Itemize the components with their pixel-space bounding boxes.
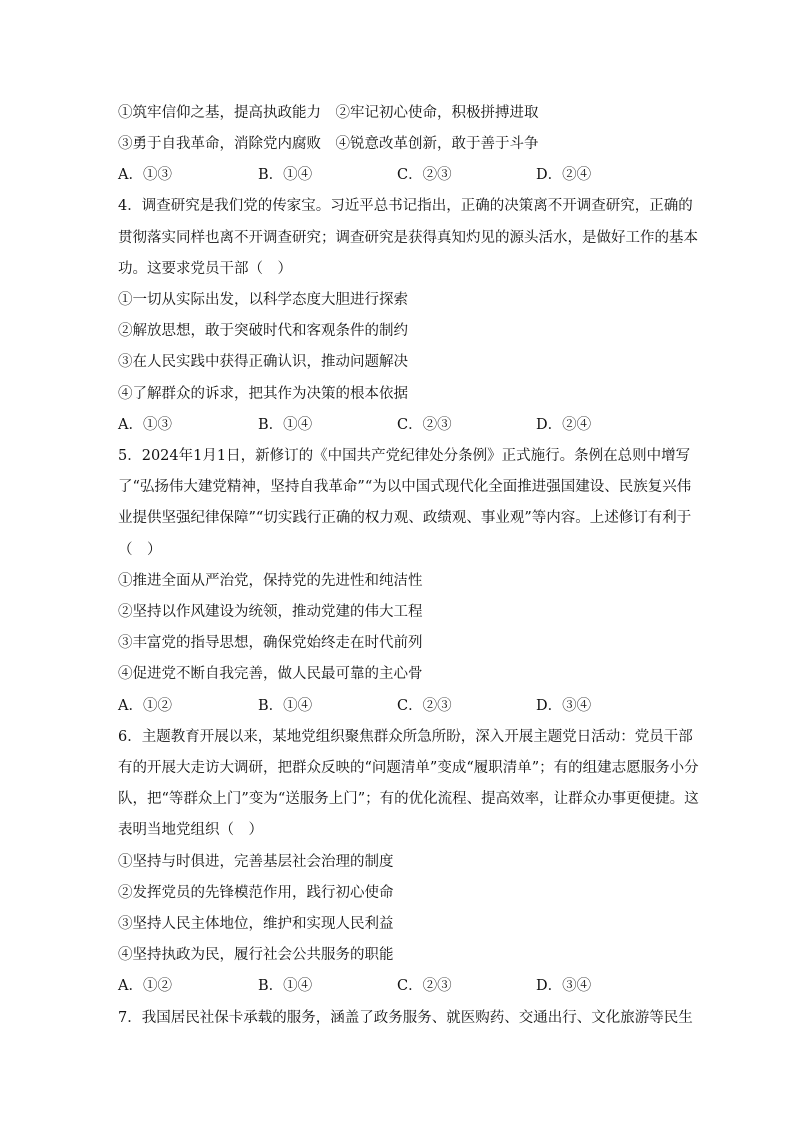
q4-choice-a: A．①③ <box>118 417 172 433</box>
q4-option-4: ④了解群众的诉求，把其作为决策的根本依据 <box>118 386 408 402</box>
q6-option-2: ②发挥党员的先锋模范作用，践行初心使命 <box>118 885 394 901</box>
q3-choice-a: A．①③ <box>118 167 172 183</box>
q5-stem-line-4: （ ） <box>118 542 162 558</box>
q5-option-2: ②坚持以作风建设为统领，推动党建的伟大工程 <box>118 604 423 620</box>
q5-stem-line-1: 5．2024年1月1日，新修订的《中国共产党纪律处分条例》正式施行。条例在总则中增写 <box>118 448 691 464</box>
q6-stem-line-2: 有的开展大走访大调研，把群众反映的“问题清单”变成“履职清单”；有的组建志愿服务小分 <box>118 760 699 776</box>
q5-stem-line-2: 了“弘扬伟大建党精神，坚持自我革命”“为以中国式现代化全面推进强国建设、民族复兴伟 <box>118 479 692 495</box>
q4-choice-d: D．②④ <box>536 417 592 433</box>
q6-stem-line-4: 表明当地党组织（ ） <box>118 822 263 838</box>
q4-option-2: ②解放思想，敢于突破时代和客观条件的制约 <box>118 323 408 339</box>
q5-choice-d: D．③④ <box>536 698 592 714</box>
q4-stem-line-3: 功。这要求党员干部（ ） <box>118 261 292 277</box>
q4-choice-c: C．②③ <box>397 417 452 433</box>
q5-choice-a: A．①② <box>118 698 172 714</box>
q3-choice-d: D．②④ <box>536 167 592 183</box>
q6-choice-b: B．①④ <box>258 978 313 994</box>
q4-choices <box>118 415 678 435</box>
q5-option-3: ③丰富党的指导思想，确保党始终走在时代前列 <box>118 635 423 651</box>
q7-stem-line-1: 7．我国居民社保卡承载的服务，涵盖了政务服务、就医购药、交通出行、文化旅游等民生 <box>118 1010 693 1026</box>
q3-choice-c: C．②③ <box>397 167 452 183</box>
q6-choice-a: A．①② <box>118 978 172 994</box>
q3-choice-b: B．①④ <box>258 167 313 183</box>
q6-choice-d: D．③④ <box>536 978 592 994</box>
q4-choice-b: B．①④ <box>258 417 313 433</box>
q4-option-1: ①一切从实际出发，以科学态度大胆进行探索 <box>118 292 408 308</box>
q5-choice-b: B．①④ <box>258 698 313 714</box>
q6-stem-line-1: 6．主题教育开展以来，某地党组织聚焦群众所急所盼，深入开展主题党日活动：党员干部 <box>118 729 693 745</box>
q5-choices <box>118 696 678 716</box>
q6-choices <box>118 976 678 996</box>
q5-stem-line-3: 业提供坚强纪律保障”“切实践行正确的权力观、政绩观、事业观”等内容。上述修订有利于 <box>118 510 692 526</box>
q4-option-3: ③在人民实践中获得正确认识，推动问题解决 <box>118 354 408 370</box>
q4-stem-line-2: 贯彻落实同样也离不开调查研究；调查研究是获得真知灼见的源头活水，是做好工作的基本 <box>118 230 698 246</box>
q4-stem-line-1: 4．调查研究是我们党的传家宝。习近平总书记指出，正确的决策离不开调查研究，正确的 <box>118 198 693 214</box>
q5-option-4: ④促进党不断自我完善，做人民最可靠的主心骨 <box>118 666 423 682</box>
q6-option-3: ③坚持人民主体地位，维护和实现人民利益 <box>118 916 394 932</box>
q3-options-row-2: ③勇于自我革命，消除党内腐败 ④锐意改革创新，敢于善于斗争 <box>118 136 539 152</box>
q6-stem-line-3: 队，把“等群众上门”变为“送服务上门”；有的优化流程、提高效率，让群众办事更便捷。这 <box>118 791 699 807</box>
q5-option-1: ①推进全面从严治党，保持党的先进性和纯洁性 <box>118 573 423 589</box>
q3-choices <box>118 165 678 185</box>
q6-choice-c: C．②③ <box>397 978 452 994</box>
q3-options-row-1: ①筑牢信仰之基，提高执政能力 ②牢记初心使命，积极拼搏进取 <box>118 105 539 121</box>
q5-choice-c: C．②③ <box>397 698 452 714</box>
q6-option-4: ④坚持执政为民，履行社会公共服务的职能 <box>118 947 394 963</box>
q6-option-1: ①坚持与时俱进，完善基层社会治理的制度 <box>118 854 394 870</box>
